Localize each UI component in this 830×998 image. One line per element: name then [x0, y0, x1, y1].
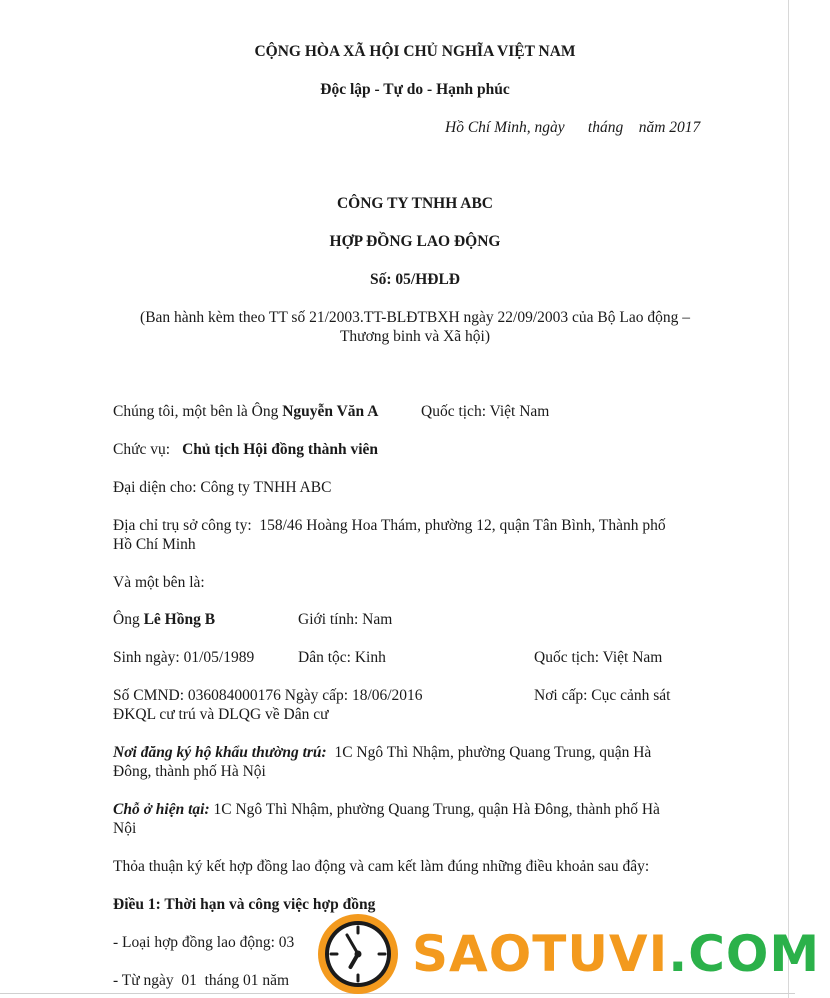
contract-title: HỢP ĐỒNG LAO ĐỘNG [329, 233, 501, 250]
issued-note-line2: Thương binh và Xã hội) [339, 328, 491, 345]
party-a-position-value: Chủ tịch Hội đồng thành viên [182, 441, 379, 458]
party-b-id-issuer: Nơi cấp: Cục cảnh sát [534, 687, 671, 704]
company-name: CÔNG TY TNHH ABC [336, 195, 494, 212]
party-a-nationality: Quốc tịch: Việt Nam [421, 403, 550, 420]
party-a-address-line2: Hồ Chí Minh [113, 536, 196, 553]
party-b-household-line2: Đông, thành phố Hà Nội [113, 763, 266, 780]
party-b-nationality: Quốc tịch: Việt Nam [534, 649, 663, 666]
party-b-title-name [113, 610, 215, 629]
party-b-title-prefix: Ông [113, 611, 144, 628]
national-title: CỘNG HÒA XÃ HỘI CHỦ NGHĨA VIỆT NAM [254, 43, 576, 60]
page-edge [788, 0, 789, 998]
party-b-intro: Và một bên là: [113, 574, 205, 591]
party-b-residence-value: 1C Ngô Thì Nhậm, phường Quang Trung, quận Hà Đông, thành phố Hà [209, 801, 660, 818]
watermark-text-main: SAOTUVI [412, 925, 669, 983]
party-b-household-label: Nơi đăng ký hộ khẩu thường trú: [113, 744, 327, 761]
party-a-representing: Đại diện cho: Công ty TNHH ABC [113, 479, 332, 496]
clock-icon [316, 912, 400, 996]
article-1-from-date: - Từ ngày 01 tháng 01 năm [113, 972, 290, 989]
party-a-position [113, 440, 378, 459]
contract-number: Số: 05/HĐLĐ [370, 271, 460, 288]
issued-note-line1: (Ban hành kèm theo TT số 21/2003.TT-BLĐTBXH ngày 22/09/2003 của Bộ Lao động – [140, 309, 690, 326]
party-b-id-line1: Số CMND: 036084000176 Ngày cấp: 18/06/2016 [113, 687, 423, 704]
article-1-heading: Điều 1: Thời hạn và công việc hợp đồng [113, 896, 376, 913]
watermark-text-domain: .COM [668, 925, 821, 983]
party-a-name: Nguyễn Văn A [282, 403, 379, 420]
party-b-id-line2: ĐKQL cư trú và DLQG về Dân cư [113, 706, 329, 723]
watermark-logo [412, 925, 820, 983]
party-a-intro-prefix: Chúng tôi, một bên là Ông [113, 403, 283, 420]
party-a-address-line1: Địa chỉ trụ sở công ty: 158/46 Hoàng Hoa Thám, phường 12, quận Tân Bình, Thành phố [113, 517, 666, 534]
party-b-residence-label: Chỗ ở hiện tại: [113, 801, 210, 818]
party-a-position-label: Chức vụ: [113, 441, 171, 458]
party-b-name: Lê Hồng B [143, 611, 216, 628]
party-b-gender: Giới tính: Nam [298, 611, 393, 628]
party-a-intro [113, 402, 378, 421]
party-b-dob: Sinh ngày: 01/05/1989 [113, 649, 255, 666]
article-1-contract-type: - Loại hợp đồng lao động: 03 [113, 934, 295, 951]
party-b-ethnicity: Dân tộc: Kinh [298, 649, 386, 666]
party-b-residence-line2: Nội [113, 820, 137, 837]
party-b-household-value: 1C Ngô Thì Nhậm, phường Quang Trung, quận Hà [326, 744, 652, 761]
national-motto: Độc lập - Tự do - Hạnh phúc [320, 81, 510, 98]
party-b-household-line1 [113, 743, 651, 762]
place-date-line: Hồ Chí Minh, ngày tháng năm 2017 [445, 119, 701, 136]
agreement-statement: Thỏa thuận ký kết hợp đồng lao động và cam kết làm đúng những điều khoản sau đây: [113, 858, 650, 875]
party-b-residence-line1 [113, 800, 660, 819]
